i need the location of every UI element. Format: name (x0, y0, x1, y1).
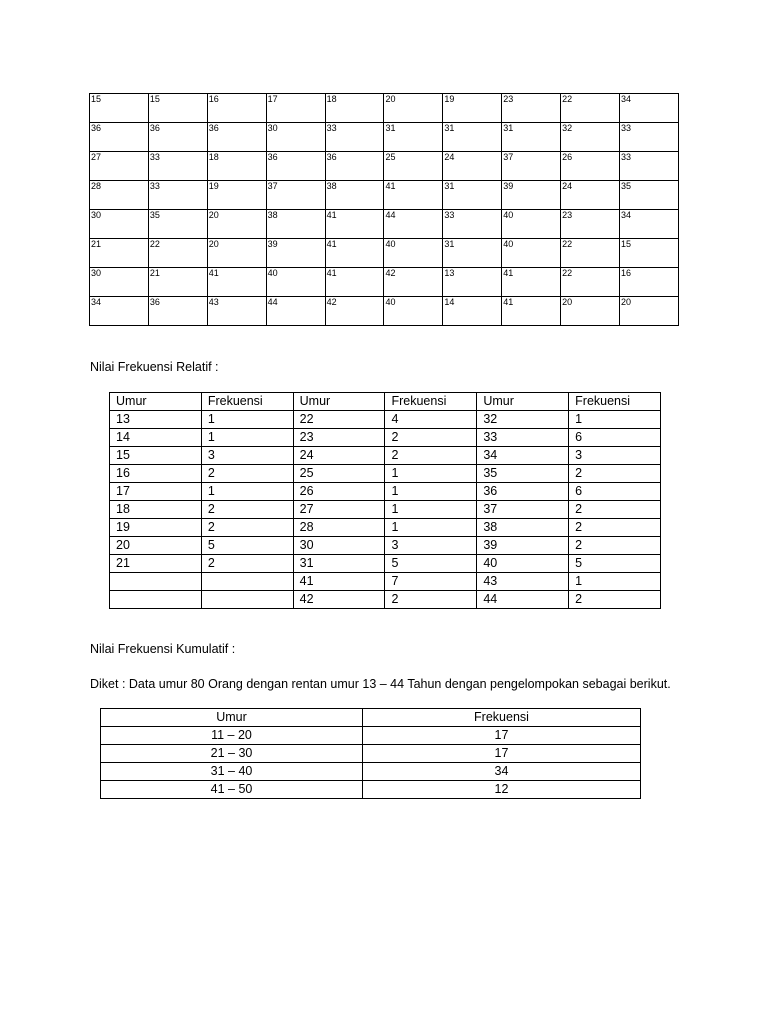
age-cell: 33 (620, 152, 679, 181)
group-cell: 21 – 30 (101, 745, 363, 763)
column-header: Frekuensi (363, 709, 641, 727)
frequency-cell: 22 (293, 411, 385, 429)
relative-frequency-heading: Nilai Frekuensi Relatif : (90, 360, 219, 374)
table-row (110, 573, 661, 591)
age-cell: 21 (148, 268, 207, 297)
age-cell: 42 (384, 268, 443, 297)
table-row (90, 123, 679, 152)
frequency-cell (110, 591, 202, 609)
age-cell: 34 (90, 297, 149, 326)
age-cell: 21 (90, 239, 149, 268)
frequency-cell: 2 (201, 465, 293, 483)
age-cell: 18 (207, 152, 266, 181)
frequency-cell: 2 (569, 591, 661, 609)
age-cell: 38 (266, 210, 325, 239)
age-cell: 33 (443, 210, 502, 239)
frequency-cell: 6 (569, 429, 661, 447)
age-cell: 40 (502, 239, 561, 268)
age-cell: 22 (561, 94, 620, 123)
age-cell: 33 (148, 181, 207, 210)
frequency-cell: 1 (385, 501, 477, 519)
age-cell: 43 (207, 297, 266, 326)
frequency-cell: 33 (477, 429, 569, 447)
frequency-cell (201, 591, 293, 609)
group-cell: 34 (363, 763, 641, 781)
frequency-cell: 14 (110, 429, 202, 447)
age-cell: 16 (207, 94, 266, 123)
frequency-cell: 43 (477, 573, 569, 591)
frequency-cell: 27 (293, 501, 385, 519)
table-row (90, 94, 679, 123)
frequency-cell: 41 (293, 573, 385, 591)
frequency-cell: 4 (385, 411, 477, 429)
group-cell: 17 (363, 727, 641, 745)
relative-frequency-body (110, 411, 661, 609)
frequency-cell: 35 (477, 465, 569, 483)
table-row (90, 181, 679, 210)
table-row (110, 519, 661, 537)
table-row (101, 745, 641, 763)
frequency-cell: 1 (201, 411, 293, 429)
age-cell: 13 (443, 268, 502, 297)
frequency-cell: 17 (110, 483, 202, 501)
frequency-cell: 15 (110, 447, 202, 465)
table-row (110, 465, 661, 483)
age-cell: 15 (148, 94, 207, 123)
grouped-frequency-table (100, 708, 641, 799)
frequency-cell: 26 (293, 483, 385, 501)
frequency-cell: 18 (110, 501, 202, 519)
age-cell: 15 (90, 94, 149, 123)
frequency-cell: 13 (110, 411, 202, 429)
age-cell: 37 (502, 152, 561, 181)
column-header: Umur (101, 709, 363, 727)
age-cell: 31 (384, 123, 443, 152)
age-cell: 34 (620, 94, 679, 123)
age-cell: 27 (90, 152, 149, 181)
age-cell: 31 (443, 123, 502, 152)
age-cell: 44 (384, 210, 443, 239)
age-cell: 24 (443, 152, 502, 181)
group-cell: 41 – 50 (101, 781, 363, 799)
frequency-cell: 30 (293, 537, 385, 555)
frequency-cell: 39 (477, 537, 569, 555)
frequency-cell: 1 (201, 483, 293, 501)
frequency-cell: 16 (110, 465, 202, 483)
age-cell: 41 (325, 268, 384, 297)
age-cell: 41 (502, 268, 561, 297)
column-header: Umur (477, 393, 569, 411)
age-cell: 36 (148, 123, 207, 152)
group-cell: 12 (363, 781, 641, 799)
age-cell: 35 (620, 181, 679, 210)
age-cell: 19 (443, 94, 502, 123)
frequency-cell: 3 (201, 447, 293, 465)
group-cell: 31 – 40 (101, 763, 363, 781)
age-cell: 20 (620, 297, 679, 326)
age-cell: 33 (620, 123, 679, 152)
age-cell: 23 (561, 210, 620, 239)
age-cell: 40 (384, 239, 443, 268)
age-cell: 37 (266, 181, 325, 210)
frequency-cell: 36 (477, 483, 569, 501)
age-cell: 30 (266, 123, 325, 152)
frequency-cell: 25 (293, 465, 385, 483)
age-cell: 28 (90, 181, 149, 210)
group-cell: 11 – 20 (101, 727, 363, 745)
table-row (110, 429, 661, 447)
frequency-cell: 23 (293, 429, 385, 447)
frequency-cell: 5 (385, 555, 477, 573)
age-cell: 16 (620, 268, 679, 297)
age-cell: 31 (443, 181, 502, 210)
frequency-cell: 44 (477, 591, 569, 609)
age-cell: 18 (325, 94, 384, 123)
age-cell: 41 (325, 210, 384, 239)
cumulative-frequency-heading: Nilai Frekuensi Kumulatif : (90, 642, 236, 656)
frequency-cell: 42 (293, 591, 385, 609)
table-row (101, 781, 641, 799)
age-cell: 30 (90, 210, 149, 239)
age-cell: 22 (561, 268, 620, 297)
age-cell: 31 (502, 123, 561, 152)
age-cell: 36 (148, 297, 207, 326)
table-row (90, 152, 679, 181)
frequency-cell (201, 573, 293, 591)
frequency-cell: 2 (201, 555, 293, 573)
age-cell: 33 (148, 152, 207, 181)
frequency-cell: 38 (477, 519, 569, 537)
age-cell: 41 (384, 181, 443, 210)
raw-age-grid-body (90, 94, 679, 326)
age-cell: 36 (266, 152, 325, 181)
frequency-cell: 19 (110, 519, 202, 537)
table-row (110, 537, 661, 555)
frequency-cell: 3 (385, 537, 477, 555)
frequency-cell: 40 (477, 555, 569, 573)
age-cell: 30 (90, 268, 149, 297)
age-cell: 41 (325, 239, 384, 268)
frequency-cell: 2 (201, 519, 293, 537)
age-cell: 31 (443, 239, 502, 268)
age-cell: 32 (561, 123, 620, 152)
frequency-cell: 20 (110, 537, 202, 555)
header-row (101, 709, 641, 727)
frequency-cell: 21 (110, 555, 202, 573)
age-cell: 40 (266, 268, 325, 297)
frequency-cell: 34 (477, 447, 569, 465)
frequency-cell: 2 (385, 429, 477, 447)
age-cell: 44 (266, 297, 325, 326)
age-cell: 25 (384, 152, 443, 181)
frequency-cell: 5 (201, 537, 293, 555)
table-row (110, 483, 661, 501)
age-cell: 15 (620, 239, 679, 268)
table-row (90, 210, 679, 239)
frequency-cell: 1 (385, 519, 477, 537)
column-header: Frekuensi (201, 393, 293, 411)
age-cell: 14 (443, 297, 502, 326)
table-row (101, 727, 641, 745)
age-cell: 40 (502, 210, 561, 239)
age-cell: 22 (561, 239, 620, 268)
table-row (90, 268, 679, 297)
age-cell: 20 (384, 94, 443, 123)
frequency-cell: 2 (385, 591, 477, 609)
data-description: Diket : Data umur 80 Orang dengan rentan umur 13 – 44 Tahun dengan pengelompokan sebagai berikut. (90, 677, 671, 691)
age-cell: 23 (502, 94, 561, 123)
relative-frequency-header (110, 393, 661, 411)
frequency-cell: 2 (569, 465, 661, 483)
frequency-cell: 3 (569, 447, 661, 465)
grouped-frequency-body (101, 727, 641, 799)
age-cell: 41 (207, 268, 266, 297)
relative-frequency-table (109, 392, 661, 609)
age-cell: 20 (207, 239, 266, 268)
age-cell: 36 (325, 152, 384, 181)
age-cell: 39 (266, 239, 325, 268)
frequency-cell: 2 (201, 501, 293, 519)
age-cell: 36 (207, 123, 266, 152)
age-cell: 42 (325, 297, 384, 326)
frequency-cell: 5 (569, 555, 661, 573)
frequency-cell: 2 (569, 501, 661, 519)
frequency-cell: 2 (569, 519, 661, 537)
frequency-cell: 1 (201, 429, 293, 447)
table-row (110, 501, 661, 519)
column-header: Umur (293, 393, 385, 411)
frequency-cell: 2 (385, 447, 477, 465)
age-cell: 20 (207, 210, 266, 239)
table-row (90, 239, 679, 268)
age-cell: 19 (207, 181, 266, 210)
frequency-cell: 32 (477, 411, 569, 429)
frequency-cell: 1 (569, 573, 661, 591)
frequency-cell: 37 (477, 501, 569, 519)
frequency-cell: 7 (385, 573, 477, 591)
age-cell: 24 (561, 181, 620, 210)
frequency-cell: 1 (569, 411, 661, 429)
table-row (110, 411, 661, 429)
age-cell: 17 (266, 94, 325, 123)
age-cell: 40 (384, 297, 443, 326)
frequency-cell: 28 (293, 519, 385, 537)
age-cell: 39 (502, 181, 561, 210)
frequency-cell: 1 (385, 483, 477, 501)
grouped-frequency-header (101, 709, 641, 727)
header-row (110, 393, 661, 411)
frequency-cell: 24 (293, 447, 385, 465)
table-row (101, 763, 641, 781)
age-cell: 41 (502, 297, 561, 326)
table-row (110, 447, 661, 465)
age-cell: 38 (325, 181, 384, 210)
age-cell: 35 (148, 210, 207, 239)
table-row (110, 555, 661, 573)
age-cell: 20 (561, 297, 620, 326)
frequency-cell: 6 (569, 483, 661, 501)
frequency-cell: 2 (569, 537, 661, 555)
table-row (90, 297, 679, 326)
frequency-cell: 1 (385, 465, 477, 483)
frequency-cell (110, 573, 202, 591)
column-header: Frekuensi (385, 393, 477, 411)
age-cell: 22 (148, 239, 207, 268)
table-row (110, 591, 661, 609)
age-cell: 33 (325, 123, 384, 152)
group-cell: 17 (363, 745, 641, 763)
age-cell: 26 (561, 152, 620, 181)
age-cell: 34 (620, 210, 679, 239)
raw-age-grid (89, 93, 679, 326)
column-header: Umur (110, 393, 202, 411)
frequency-cell: 31 (293, 555, 385, 573)
column-header: Frekuensi (569, 393, 661, 411)
age-cell: 36 (90, 123, 149, 152)
